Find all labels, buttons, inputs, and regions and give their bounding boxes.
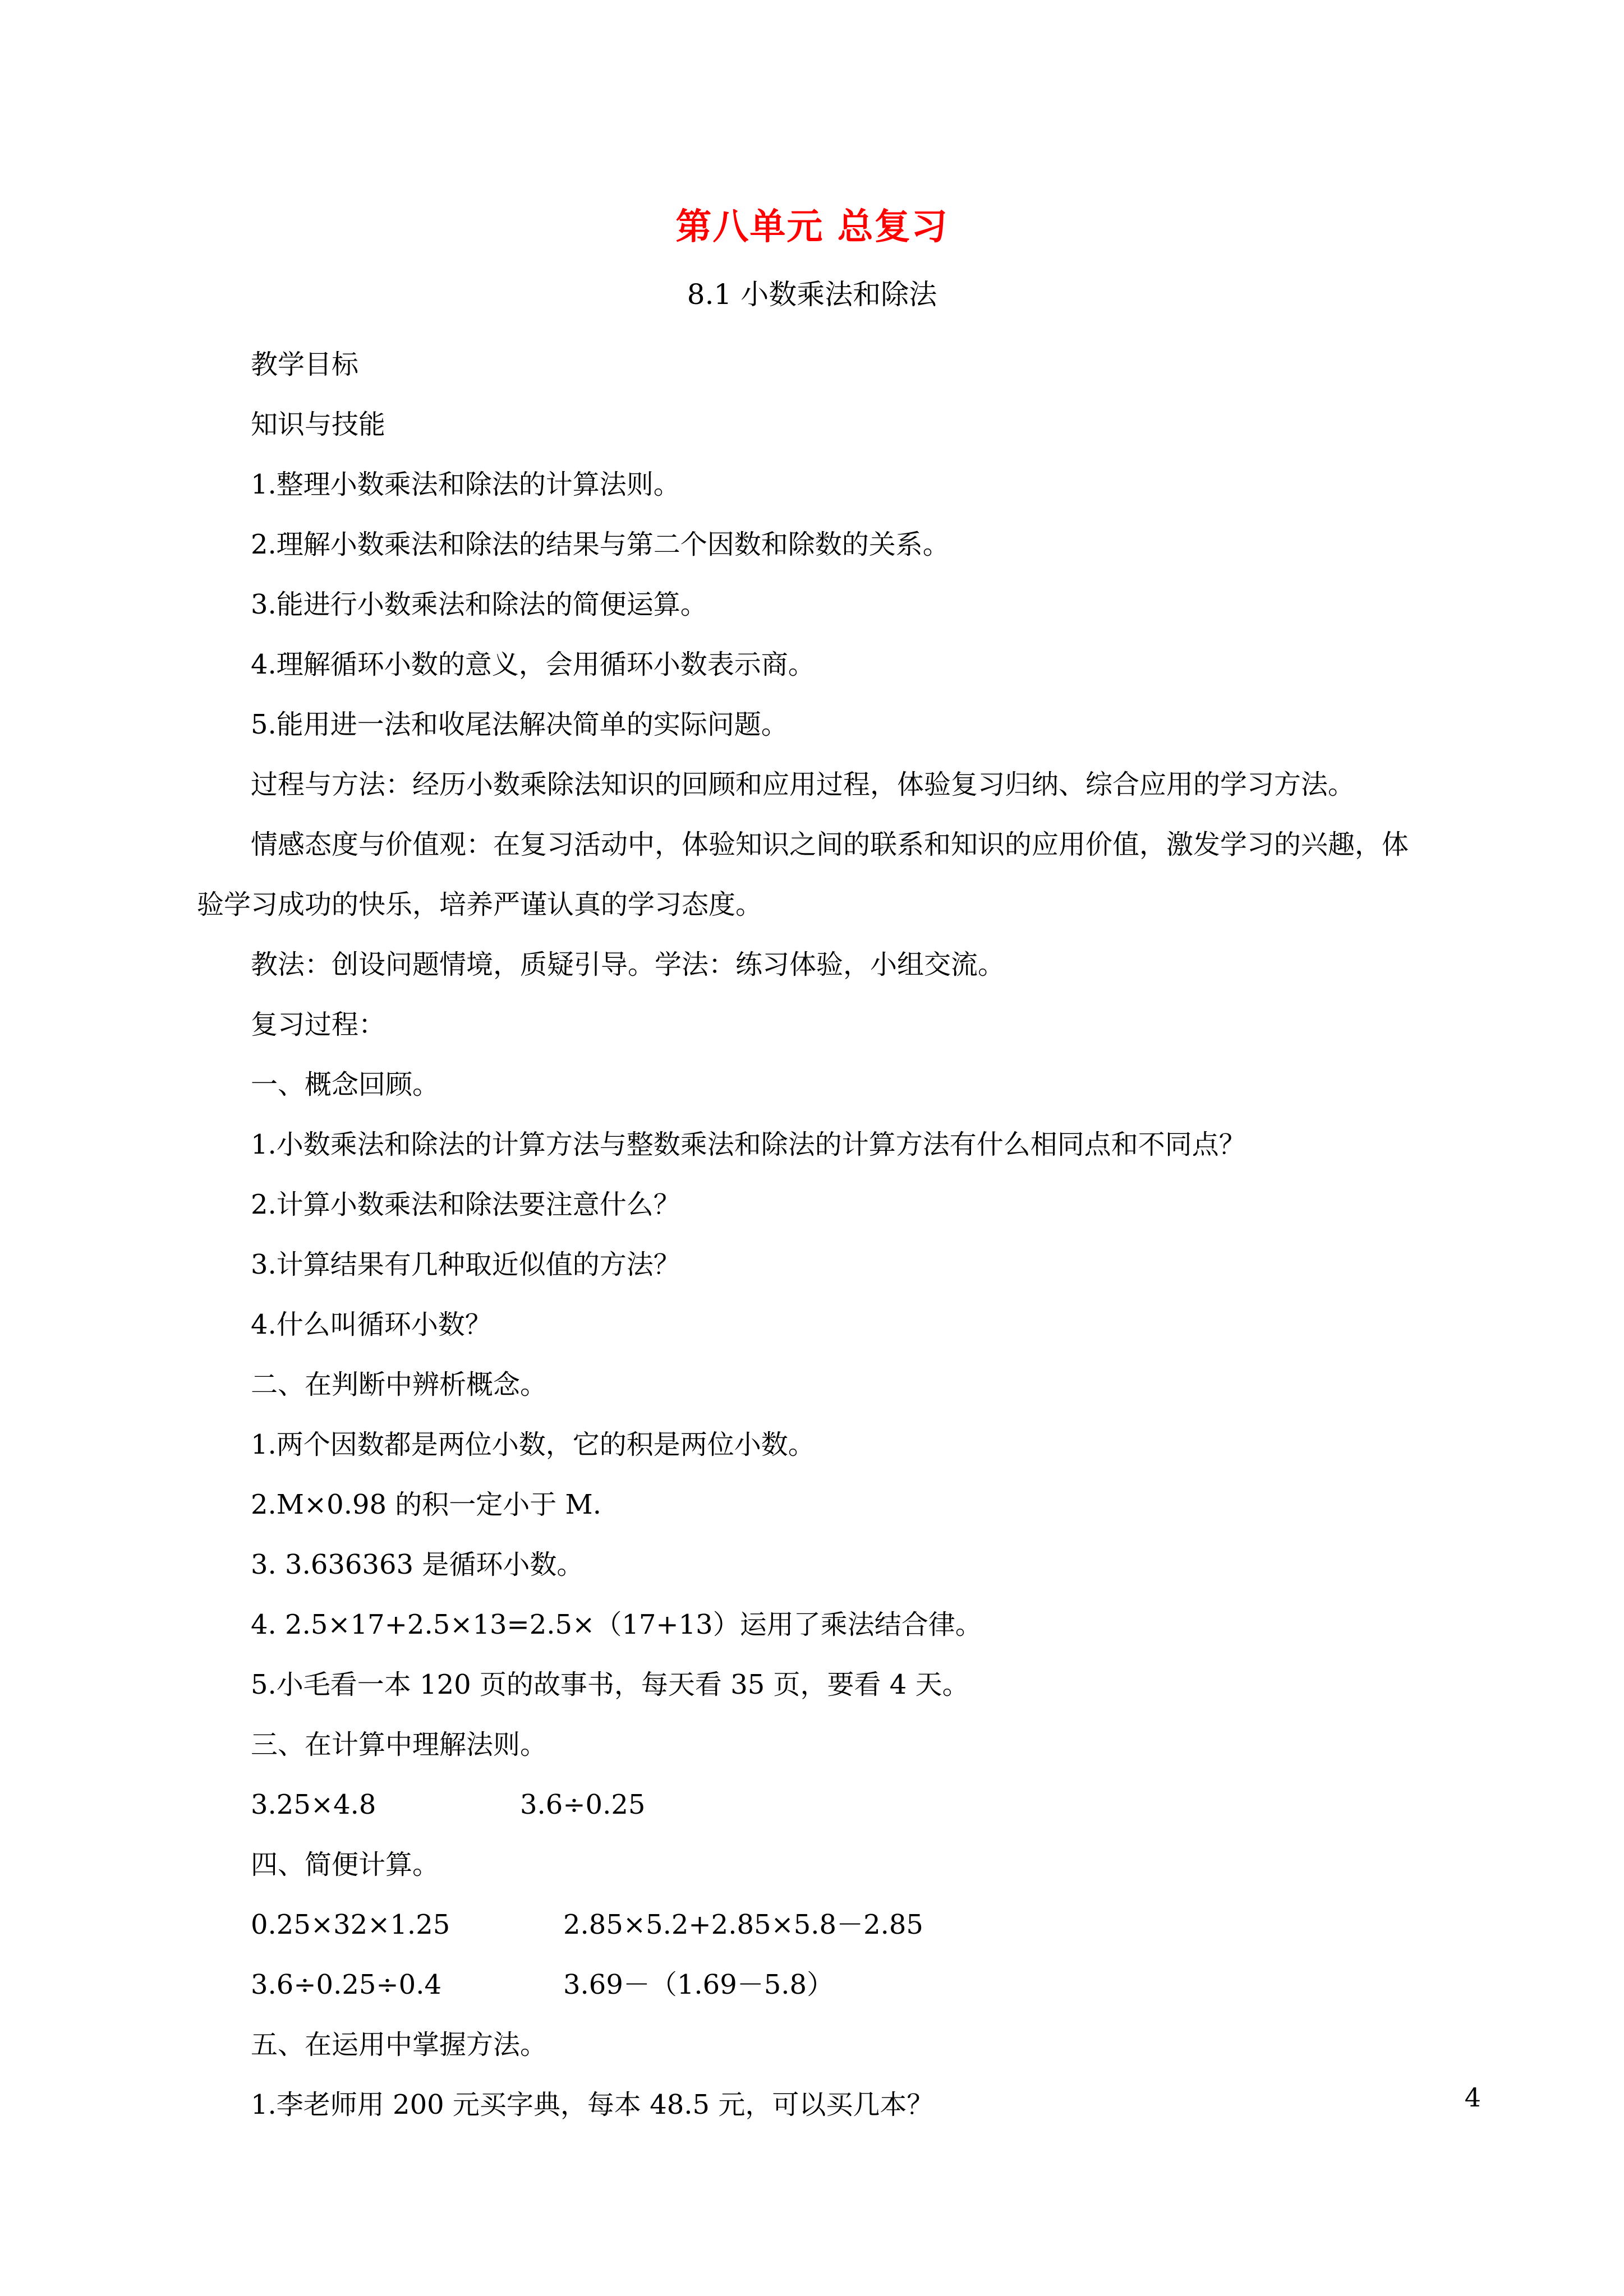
calc-expression: 3.6÷0.25 xyxy=(520,1789,646,1820)
section-heading: 三、在计算中理解法则。 xyxy=(251,1729,548,1760)
review-process-heading: 复习过程： xyxy=(251,1009,386,1040)
unit-title: 第八单元 总复习 xyxy=(675,206,949,248)
question-item: 1.小数乘法和除法的计算方法与整数乘法和除法的计算方法有什么相同点和不同点？ xyxy=(251,1129,1246,1160)
calc-expression: 3.69－（1.69－5.8） xyxy=(563,1969,834,2000)
goal-item: 2.理解小数乘法和除法的结果与第二个因数和除数的关系。 xyxy=(251,529,950,560)
teaching-method-paragraph: 教法：创设问题情境，质疑引导。学法：练习体验，小组交流。 xyxy=(251,949,1005,980)
section-heading: 二、在判断中辨析概念。 xyxy=(251,1369,548,1400)
knowledge-skills-heading: 知识与技能 xyxy=(251,409,386,440)
attitude-paragraph-line2: 验学习成功的快乐，培养严谨认真的学习态度。 xyxy=(197,889,763,920)
attitude-paragraph-line1: 情感态度与价值观：在复习活动中，体验知识之间的联系和知识的应用价值，激发学习的兴趣，体 xyxy=(251,829,1409,860)
goal-item: 4.理解循环小数的意义，会用循环小数表示商。 xyxy=(251,649,815,680)
question-item: 3.计算结果有几种取近似值的方法？ xyxy=(251,1249,680,1280)
calc-expression: 3.6÷0.25÷0.4 xyxy=(251,1969,441,2000)
section-subtitle: 8.1 小数乘法和除法 xyxy=(687,278,937,311)
question-item: 2.计算小数乘法和除法要注意什么？ xyxy=(251,1189,680,1220)
teaching-goals-heading: 教学目标 xyxy=(251,349,359,380)
goal-item: 1.整理小数乘法和除法的计算法则。 xyxy=(251,469,680,500)
judgement-item: 4. 2.5×17+2.5×13=2.5×（17+13）运用了乘法结合律。 xyxy=(251,1609,982,1640)
calc-expression: 3.25×4.8 xyxy=(251,1789,376,1820)
page-number: 4 xyxy=(1464,2082,1481,2113)
calc-row xyxy=(251,1775,1485,1835)
question-item: 4.什么叫循环小数？ xyxy=(251,1309,492,1340)
judgement-item: 1.两个因数都是两位小数，它的积是两位小数。 xyxy=(251,1429,815,1460)
goal-item: 5.能用进一法和收尾法解决简单的实际问题。 xyxy=(251,709,788,740)
section-heading: 五、在运用中掌握方法。 xyxy=(251,2029,548,2060)
calc-expression: 0.25×32×1.25 xyxy=(251,1909,450,1940)
calc-row xyxy=(251,1955,1485,2015)
judgement-item: 2.M×0.98 的积一定小于 M. xyxy=(251,1489,601,1520)
judgement-item: 5.小毛看一本 120 页的故事书，每天看 35 页，要看 4 天。 xyxy=(251,1669,969,1700)
section-heading: 一、概念回顾。 xyxy=(251,1069,440,1100)
calc-row xyxy=(251,1895,1485,1955)
process-method-paragraph: 过程与方法：经历小数乘除法知识的回顾和应用过程，体验复习归纳、综合应用的学习方法。 xyxy=(251,769,1355,800)
goal-item: 3.能进行小数乘法和除法的简便运算。 xyxy=(251,589,707,620)
application-item: 1.李老师用 200 元买字典，每本 48.5 元，可以买几本？ xyxy=(251,2089,934,2120)
judgement-item: 3. 3.636363 是循环小数。 xyxy=(251,1549,584,1580)
document-body xyxy=(197,335,1485,2135)
calc-expression: 2.85×5.2+2.85×5.8－2.85 xyxy=(563,1909,923,1940)
section-heading: 四、简便计算。 xyxy=(251,1849,440,1880)
